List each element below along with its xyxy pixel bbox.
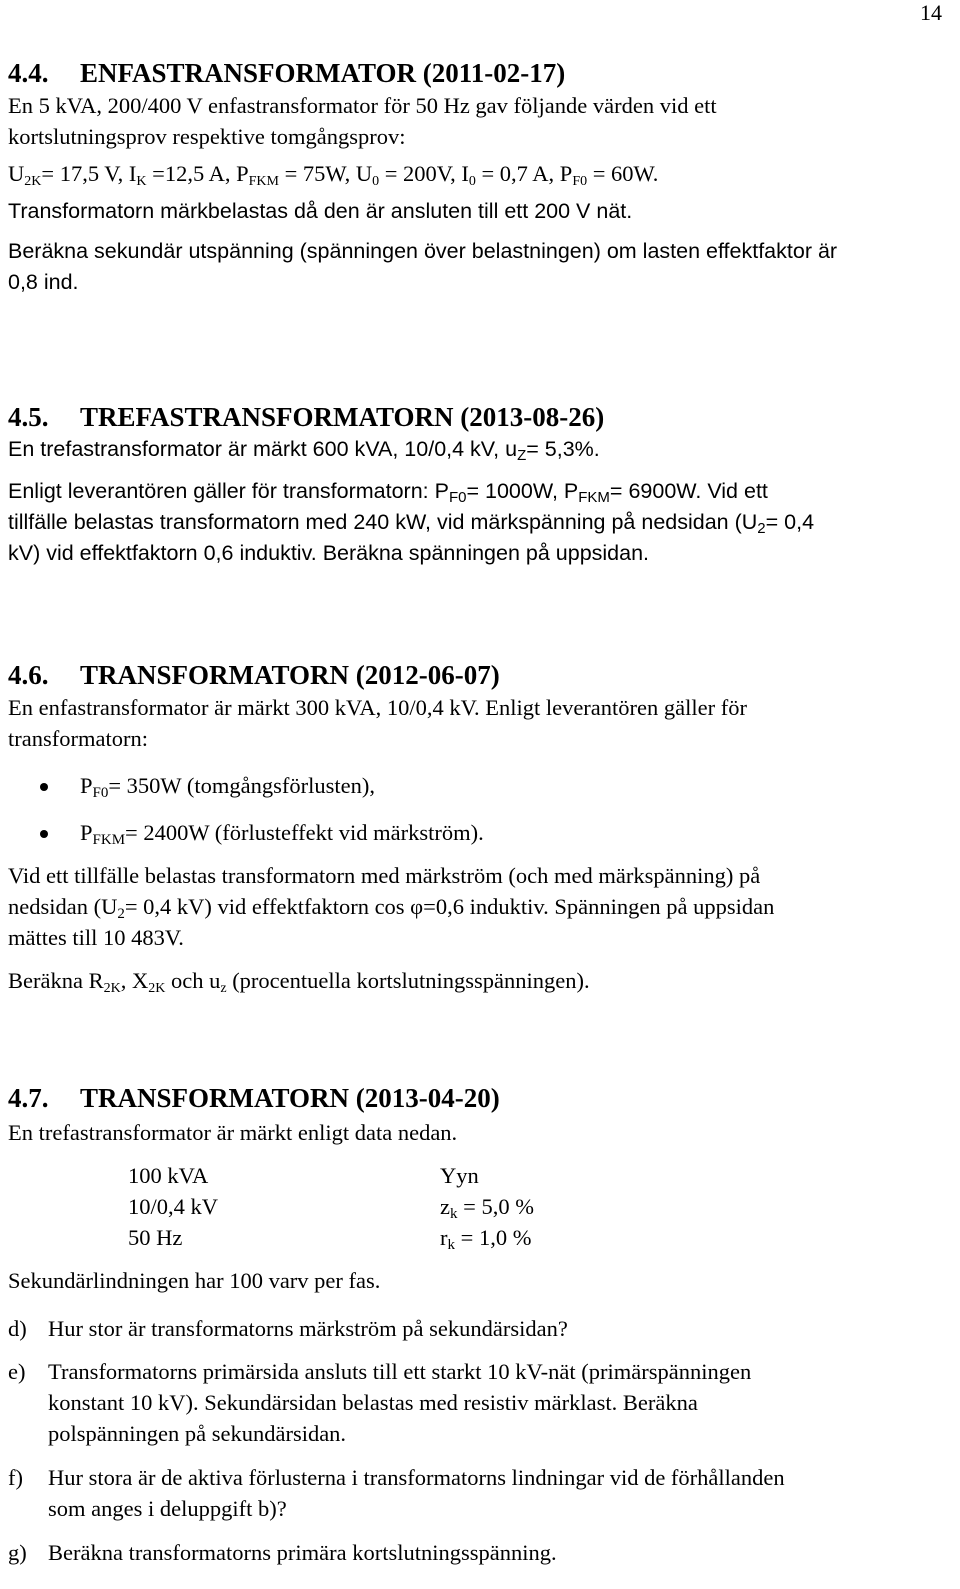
paragraph-line: nedsidan ($U_2= 0,4$ kV) vid effektfaktorn cos φ=0,6 induktiv. Spänningen på uppsidan	[8, 894, 775, 922]
bullet-icon	[40, 783, 48, 791]
section-4-7-intro	[8, 1117, 938, 1148]
section-4-6-task	[8, 860, 938, 996]
paragraph-line: En 5 kVA, 200/400 V enfastransformator för 50 Hz gav följande värden vid ett	[8, 93, 717, 118]
section-4-5-body	[8, 434, 938, 569]
question-label: f)	[8, 1465, 23, 1490]
question-line: Hur stora är de aktiva förlusterna i transformatorns lindningar vid de förhållanden	[48, 1465, 785, 1490]
section-4-6-body	[8, 692, 938, 754]
paragraph-line: Beräkna sekundär utspänning (spänningen över belastningen) om lasten effektfaktor är	[8, 239, 838, 263]
question-line: polspänningen på sekundärsidan.	[48, 1421, 347, 1446]
section-4-4-body	[8, 90, 938, 298]
section-number: 4.6.	[8, 660, 49, 690]
section-4-7-heading	[8, 1083, 938, 1113]
section-number: 4.5.	[8, 402, 49, 432]
paragraph-line: 0,8 ind.	[8, 270, 79, 294]
section-4-5-heading	[8, 402, 938, 432]
spec-item: 10/0,4 kV	[128, 1194, 218, 1219]
values-line: $U_{2K}= 17,5$ V, $I_K =12,5$ A, $P_{FKM} = 75W$, $U_0 = 200V$, $I_0 = 0,7$ A, $P_{F0} = 60W$.	[8, 161, 659, 189]
section-title: ENFASTRANSFORMATOR (2011-02-17)	[80, 58, 566, 88]
spec-item: 50 Hz	[128, 1225, 183, 1250]
question-d	[8, 1313, 938, 1344]
question-label: g)	[8, 1540, 27, 1565]
question-line: som anges i deluppgift b)?	[48, 1496, 287, 1521]
spec-item: 100 kVA	[128, 1163, 209, 1188]
question-label: d)	[8, 1316, 27, 1341]
spec-item: Yyn	[440, 1163, 479, 1188]
spec-right-column	[440, 1160, 534, 1253]
section-4-6-heading	[8, 660, 938, 690]
document-page: 14 4.4. ENFASTRANSFORMATOR (2011-02-17) En 5 kVA, 200/400 V enfastransformator för 50 Hz gav följande värden vid ett kortslutningsprov respektive tomgångsprov: $U_{2K}= 17,5$ V, $I_K =12,5$ A, $P_{FKM} = 75W$, $U_0 = 200V$, $I_0 = 0,7$ A, $P_{F0} = 60W$. Transformatorn märkbelastas då den är ansluten till ett 200 V nät. Beräkna sekundär utspänning (spänningen över belastningen) om lasten effektfaktor är 0,8 ind. 4.5. TREFASTRANSFORMATORN (2013-08-26) En trefastransformator är märkt 600 kVA, 10/0,4 kV, $u_Z= 5,3\%$. Enligt leverantören gäller för transformatorn: $P_{F0}= 1000W$, $P_{FKM}= 6900W$. Vid ett tillfälle belastas transformatorn med 240 kW, vid märkspänning på nedsidan ($U_2= 0,4$ kV) vid effektfaktorn 0,6 induktiv. Beräkna spänningen på uppsidan. 4.6. TRANSFORMATORN (2012-06-07) En enfastransformator är märkt 300 kVA, 10/0,4 kV. Enligt leverantören gäller för transformatorn: $P_{F0}= 350W$ (tomgångsförlusten), $P_{FKM}= 2400W$ (förlusteffekt vid märkström). Vid ett tillfälle belastas transformatorn med märkström (och med märkspänning) på nedsidan ($U_2= 0,4$ kV) vid effektfaktorn cos φ=0,6 induktiv. Spänningen på uppsidan mättes till 10 483V. Beräkna $R_{2K}$, $X_{2K}$ och $u_z$ (procentuella kortslutningsspänningen). 4.7. TRANSFORMATORN (2013-04-20) En trefastransformator är märkt enligt data nedan. 100 kVA 10/0,4 kV 50 Hz Yyn $z_k = 5,0$ % $r_k = 1,0$ % Sekundärlindningen har 100 varv per fas. d) Hur stor är transformatorns märkström på sekundärsidan? e) Transformatorns primärsida ansluts till ett starkt 10 kV-nät (primärspänningen konstant 10 kV). Sekundärsidan belastas med resistiv märklast. Beräkna polspänningen på sekundärsidan. f) Hur stora är de aktiva förlusterna i transformatorns lindningar vid de förhållanden som anges i deluppgift b)? g) Beräkna transformatorns primära kortslutningsspänning.	[0, 0, 960, 1589]
question-line: Beräkna transformatorns primära kortslutningsspänning.	[48, 1540, 557, 1565]
section-number: 4.4.	[8, 58, 49, 88]
paragraph-line: Sekundärlindningen har 100 varv per fas.	[8, 1268, 381, 1293]
question-label: e)	[8, 1359, 26, 1384]
section-4-4-heading	[8, 58, 938, 88]
section-title: TREFASTRANSFORMATORN (2013-08-26)	[80, 402, 605, 432]
paragraph-line: Vid ett tillfälle belastas transformatorn med märkström (och med märkspänning) på	[8, 863, 761, 888]
spec-item: $z_k = 5,0$ %	[440, 1194, 534, 1222]
spec-item: $r_k = 1,0$ %	[440, 1225, 532, 1253]
question-line: Transformatorns primärsida ansluts till ett starkt 10 kV-nät (primärspänningen	[48, 1359, 752, 1384]
paragraph-line: kortslutningsprov respektive tomgångsprov:	[8, 124, 406, 149]
paragraph-line: mättes till 10 483V.	[8, 925, 184, 950]
section-title: TRANSFORMATORN (2012-06-07)	[80, 660, 500, 690]
paragraph-line: Transformatorn märkbelastas då den är ansluten till ett 200 V nät.	[8, 199, 633, 223]
paragraph-line: kV) vid effektfaktorn 0,6 induktiv. Beräkna spänningen på uppsidan.	[8, 541, 650, 565]
question-f	[8, 1462, 938, 1524]
bullet-icon	[40, 830, 48, 838]
question-g	[8, 1537, 938, 1568]
paragraph-line: En enfastransformator är märkt 300 kVA, 10/0,4 kV. Enligt leverantören gäller för	[8, 695, 747, 720]
paragraph-line: En trefastransformator är märkt enligt data nedan.	[8, 1120, 458, 1145]
paragraph-line: Beräkna $R_{2K}$, $X_{2K}$ och $u_z$ (procentuella kortslutningsspänningen).	[8, 968, 590, 996]
section-number: 4.7.	[8, 1083, 49, 1113]
paragraph-line: tillfälle belastas transformatorn med 240 kW, vid märkspänning på nedsidan ($U_2= 0,4$	[8, 510, 815, 537]
spec-left-column	[128, 1160, 218, 1253]
question-line: konstant 10 kV). Sekundärsidan belastas med resistiv märklast. Beräkna	[48, 1390, 698, 1415]
paragraph-line: En trefastransformator är märkt 600 kVA, 10/0,4 kV, $u_Z= 5,3\%$.	[8, 437, 600, 464]
question-line: Hur stor är transformatorns märkström på sekundärsidan?	[48, 1316, 568, 1341]
question-e	[8, 1356, 938, 1449]
paragraph-line: Enligt leverantören gäller för transformatorn: $P_{F0}= 1000W$, $P_{FKM}= 6900W$. Vid ett	[8, 479, 768, 506]
section-title: TRANSFORMATORN (2013-04-20)	[80, 1083, 500, 1113]
paragraph-line: transformatorn:	[8, 726, 148, 751]
section-4-7-turns	[8, 1265, 938, 1296]
page-number: 14	[920, 0, 942, 25]
